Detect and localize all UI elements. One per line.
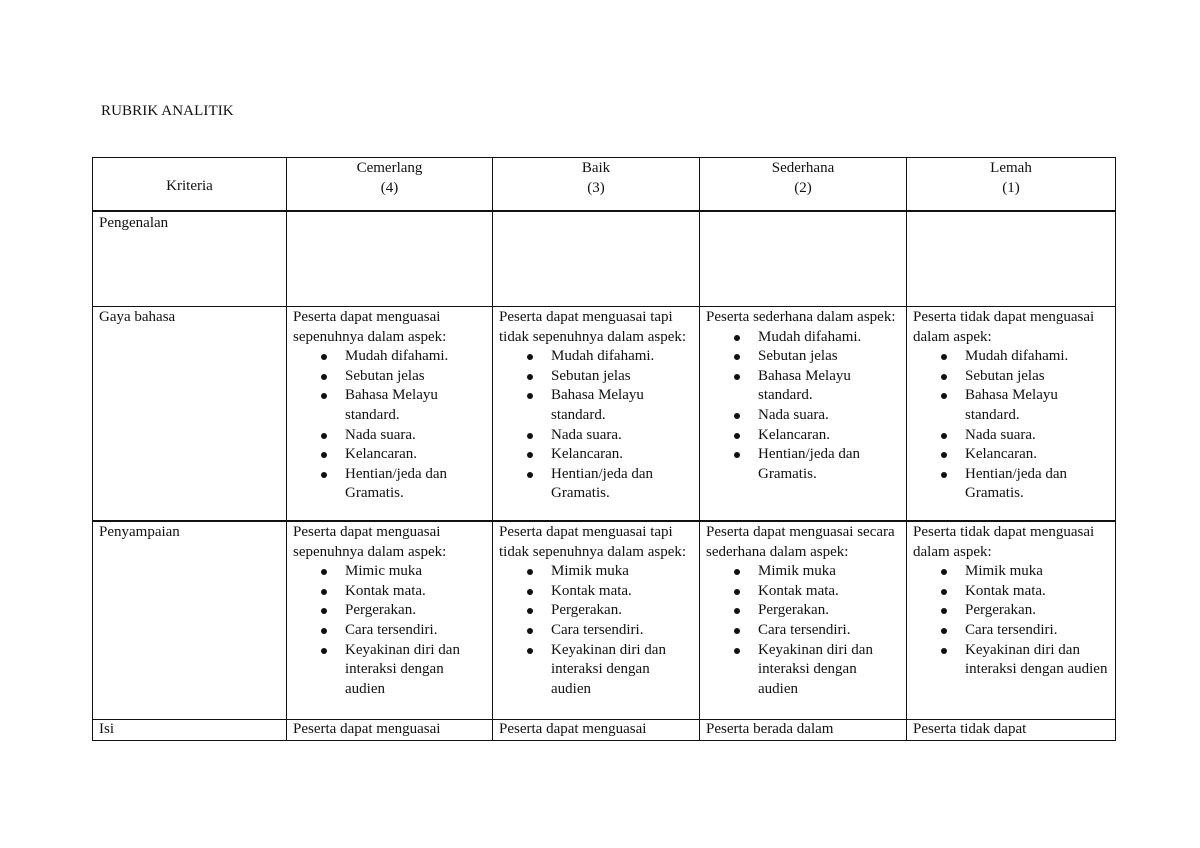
- descriptor-intro: Peserta tidak dapat: [913, 721, 1027, 737]
- aspect-item: Pergerakan.: [345, 601, 486, 621]
- aspect-list: [499, 562, 693, 699]
- criterion-cell: Penyampaian: [93, 521, 287, 720]
- aspect-list: [913, 562, 1109, 680]
- descriptor-intro: Peserta tidak dapat menguasai dalam aspek:: [913, 309, 1095, 345]
- rubric-body: [93, 211, 1116, 740]
- descriptor-cell-sederhana: [700, 720, 907, 741]
- level-name: Sederhana: [771, 160, 835, 176]
- descriptor-cell-sederhana: [700, 211, 907, 307]
- aspect-list: [913, 347, 1109, 504]
- descriptor-cell-cemerlang: [287, 211, 493, 307]
- descriptor-cell-cemerlang: [287, 720, 493, 741]
- descriptor-intro: Peserta dapat menguasai sepenuhnya dalam aspek:: [293, 309, 447, 345]
- descriptor-cell-baik: [493, 720, 700, 741]
- aspect-item: Keyakinan diri dan interaksi dengan audien: [758, 641, 900, 700]
- aspect-list: [293, 347, 486, 504]
- aspect-item: Mimik muka: [551, 562, 693, 582]
- aspect-item: Mimic muka: [345, 562, 486, 582]
- descriptor-cell-lemah: [907, 307, 1116, 522]
- descriptor-cell-baik: [493, 307, 700, 522]
- aspect-item: Mudah difahami.: [551, 347, 693, 367]
- descriptor-intro: Peserta dapat menguasai: [499, 721, 647, 737]
- aspect-item: Hentian/jeda dan Gramatis.: [965, 465, 1109, 504]
- descriptor-cell-cemerlang: [287, 307, 493, 522]
- document-title: RUBRIK ANALITIK: [101, 103, 234, 119]
- aspect-item: Kontak mata.: [345, 582, 486, 602]
- rubric-table: [92, 157, 1116, 741]
- aspect-item: Nada suara.: [345, 426, 486, 446]
- aspect-item: Mimik muka: [758, 562, 900, 582]
- aspect-item: Nada suara.: [758, 406, 900, 426]
- descriptor-intro: Peserta sederhana dalam aspek:: [706, 309, 896, 325]
- aspect-item: Cara tersendiri.: [551, 621, 693, 641]
- level-score: (4): [380, 179, 399, 196]
- aspect-item: Keyakinan diri dan interaksi dengan audien: [345, 641, 486, 700]
- level-name: Cemerlang: [356, 160, 423, 176]
- aspect-item: Sebutan jelas: [965, 367, 1109, 387]
- aspect-item: Kontak mata.: [551, 582, 693, 602]
- level-header-lemah: [907, 158, 1116, 212]
- descriptor-cell-baik: [493, 521, 700, 720]
- aspect-item: Kelancaran.: [551, 445, 693, 465]
- descriptor-cell-lemah: [907, 211, 1116, 307]
- descriptor-cell-lemah: [907, 720, 1116, 741]
- row-gaya-bahasa: [93, 307, 1116, 522]
- aspect-item: Pergerakan.: [551, 601, 693, 621]
- aspect-item: Cara tersendiri.: [965, 621, 1109, 641]
- descriptor-intro: Peserta berada dalam: [706, 721, 834, 737]
- aspect-list: [293, 562, 486, 699]
- aspect-item: Sebutan jelas: [758, 347, 900, 367]
- aspect-item: Bahasa Melayu standard.: [345, 386, 486, 425]
- aspect-item: Cara tersendiri.: [345, 621, 486, 641]
- descriptor-intro: Peserta dapat menguasai tapi tidak sepenuhnya dalam aspek:: [499, 309, 687, 345]
- aspect-item: Sebutan jelas: [551, 367, 693, 387]
- aspect-item: Mudah difahami.: [345, 347, 486, 367]
- aspect-item: Hentian/jeda dan Gramatis.: [758, 445, 900, 484]
- row-pengenalan: [93, 211, 1116, 307]
- aspect-item: Mudah difahami.: [965, 347, 1109, 367]
- aspect-item: Nada suara.: [551, 426, 693, 446]
- aspect-item: Bahasa Melayu standard.: [758, 367, 900, 406]
- row-penyampaian: [93, 521, 1116, 720]
- level-score: (1): [1002, 179, 1020, 196]
- aspect-item: Kelancaran.: [758, 426, 900, 446]
- descriptor-intro: Peserta dapat menguasai: [293, 721, 441, 737]
- aspect-item: Bahasa Melayu standard.: [965, 386, 1109, 425]
- criterion-cell: Gaya bahasa: [93, 307, 287, 522]
- descriptor-intro: Peserta tidak dapat menguasai dalam aspek:: [913, 524, 1095, 560]
- descriptor-cell-sederhana: [700, 521, 907, 720]
- level-name: Baik: [581, 160, 611, 176]
- row-isi: [93, 720, 1116, 741]
- aspect-item: Hentian/jeda dan Gramatis.: [345, 465, 486, 504]
- aspect-item: Keyakinan diri dan interaksi dengan audien: [551, 641, 693, 700]
- aspect-item: Kelancaran.: [345, 445, 486, 465]
- aspect-item: Kontak mata.: [758, 582, 900, 602]
- level-name: Lemah: [990, 160, 1032, 176]
- aspect-item: Kelancaran.: [965, 445, 1109, 465]
- level-header-cemerlang: [287, 158, 493, 212]
- aspect-item: Nada suara.: [965, 426, 1109, 446]
- aspect-list: [706, 562, 900, 699]
- level-header-baik: [493, 158, 700, 212]
- descriptor-cell-sederhana: [700, 307, 907, 522]
- aspect-item: Pergerakan.: [758, 601, 900, 621]
- descriptor-cell-lemah: [907, 521, 1116, 720]
- aspect-item: Mudah difahami.: [758, 328, 900, 348]
- aspect-item: Mimik muka: [965, 562, 1109, 582]
- descriptor-intro: Peserta dapat menguasai secara sederhana dalam aspek:: [706, 524, 895, 560]
- descriptor-cell-baik: [493, 211, 700, 307]
- level-header-sederhana: [700, 158, 907, 212]
- aspect-list: [706, 328, 900, 485]
- level-score: (2): [794, 179, 812, 196]
- descriptor-intro: Peserta dapat menguasai sepenuhnya dalam aspek:: [293, 524, 447, 560]
- criterion-cell: Isi: [93, 720, 287, 741]
- aspect-item: Keyakinan diri dan interaksi dengan audien: [965, 641, 1109, 680]
- aspect-item: Hentian/jeda dan Gramatis.: [551, 465, 693, 504]
- descriptor-intro: Peserta dapat menguasai tapi tidak sepenuhnya dalam aspek:: [499, 524, 687, 560]
- aspect-item: Sebutan jelas: [345, 367, 486, 387]
- aspect-item: Cara tersendiri.: [758, 621, 900, 641]
- aspect-item: Kontak mata.: [965, 582, 1109, 602]
- aspect-item: Bahasa Melayu standard.: [551, 386, 693, 425]
- descriptor-cell-cemerlang: [287, 521, 493, 720]
- level-score: (3): [587, 179, 605, 196]
- aspect-list: [499, 347, 693, 504]
- aspect-item: Pergerakan.: [965, 601, 1109, 621]
- criteria-header: Kriteria: [93, 158, 287, 212]
- header-row: [93, 158, 1116, 212]
- criterion-cell: Pengenalan: [93, 211, 287, 307]
